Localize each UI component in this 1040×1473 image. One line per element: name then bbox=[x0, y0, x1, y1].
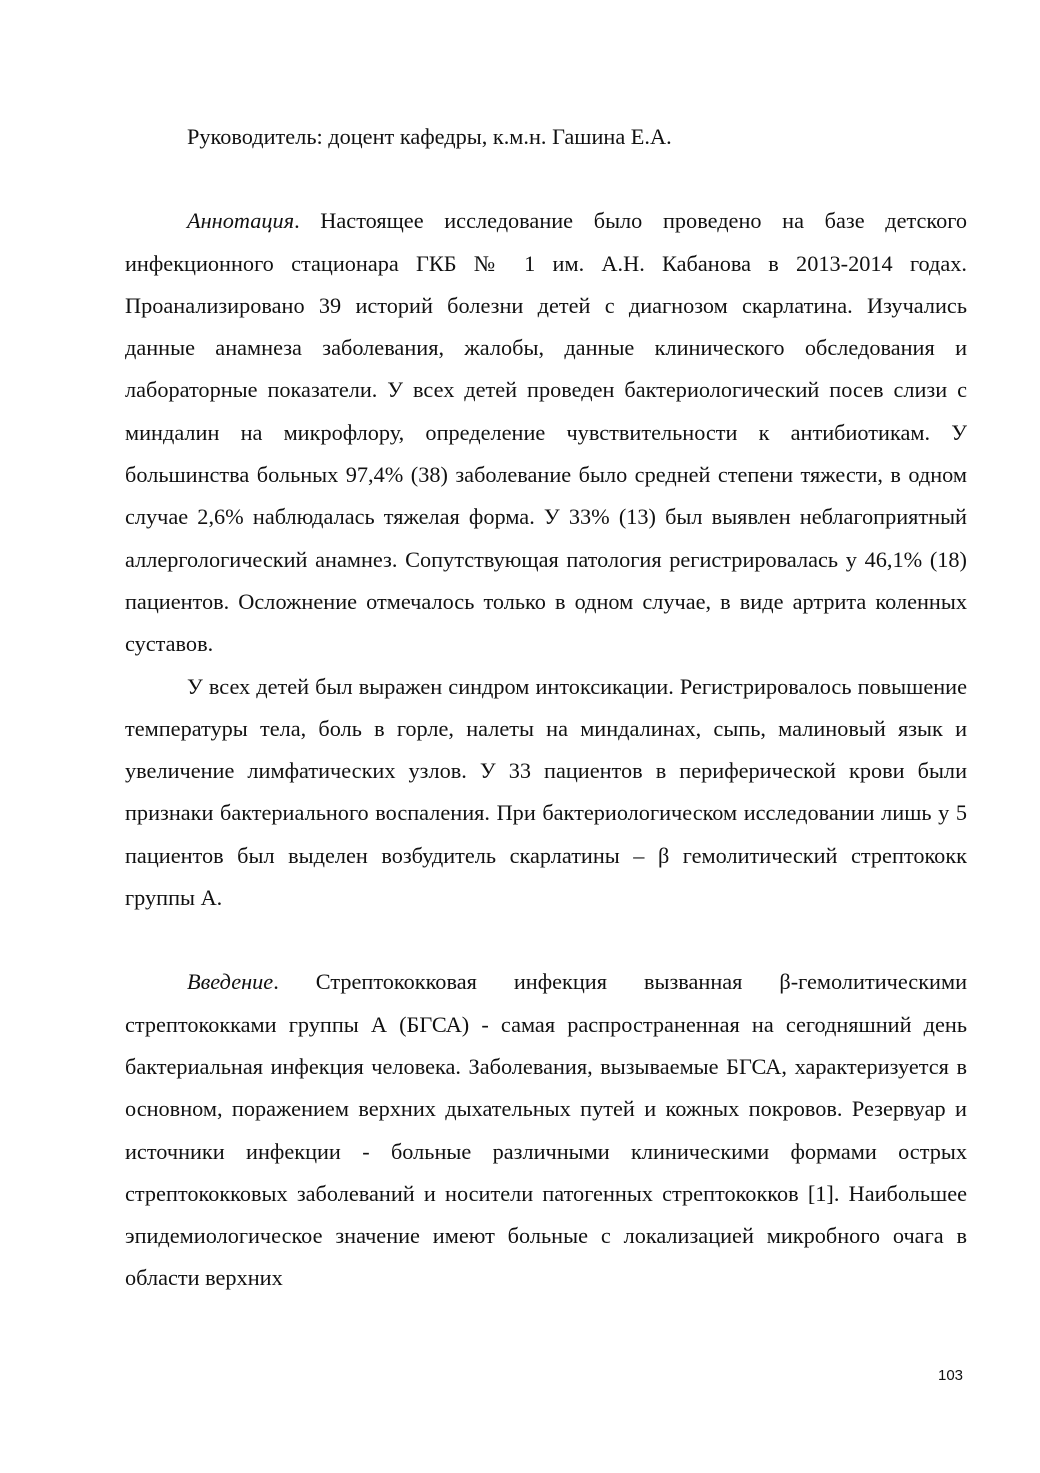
annotation-text: . Настоящее исследование было проведено на базе детского инфекционного стационара ГКБ № 1 им. А.Н. Кабанова в 2013-2014 годах. Проанализировано 39 историй болезни детей с диагнозом скарлатина. Изучались данные анамнеза заболевания, жалобы, данные клинического обследования и лабораторные показатели. У всех детей проведен бактериологический посев слизи с миндалин на микрофлору, определение чувствительности к антибиотикам. У большинства больных 97,4% (38) заболевание было средней степени тяжести, в одном случае 2,6% наблюдалась тяжелая форма. У 33% (13) был выявлен неблагоприятный аллергологический анамнез. Сопутствующая патология регистрировалась у 46,1% (18) пациентов. Осложнение отмечалось только в одном случае, в виде артрита коленных суставов. bbox=[125, 208, 967, 657]
annotation-heading: Аннотация bbox=[187, 208, 295, 234]
introduction-paragraph bbox=[125, 961, 967, 1299]
introduction-text: . Стрептококковая инфекция вызванная β-гемолитическими стрептококками группы А (БГСА) - самая распространенная на сегодняшний день бактериальная инфекция человека. Заболевания, вызываемые БГСА, характеризуется в основном, поражением верхних дыхательных путей и кожных покровов. Резервуар и источники инфекции - больные различными клиническими формами острых стрептококковых заболеваний и носители патогенных стрептококков [1]. Наибольшее эпидемиологическое значение имеют больные с локализацией микробного очага в области верхних bbox=[125, 969, 967, 1291]
supervisor-line: Руководитель: доцент кафедры, к.м.н. Гашина Е.А. bbox=[187, 124, 672, 149]
page-number: 103 bbox=[938, 1367, 964, 1384]
paragraph-gap bbox=[125, 919, 967, 961]
introduction-heading: Введение bbox=[187, 969, 274, 995]
annotation-continued-paragraph: У всех детей был выражен синдром интоксикации. Регистрировалось повышение температуры тела, боль в горле, налеты на миндалинах, сыпь, малиновый язык и увеличение лимфатических узлов. У 33 пациентов в периферической крови были признаки бактериального воспаления. При бактериологическом исследовании лишь у 5 пациентов был выделен возбудитель скарлатины – β гемолитический стрептококк группы А. bbox=[125, 673, 967, 911]
paragraph-gap bbox=[125, 158, 967, 200]
document-page bbox=[125, 116, 967, 1300]
annotation-paragraph bbox=[125, 200, 967, 665]
